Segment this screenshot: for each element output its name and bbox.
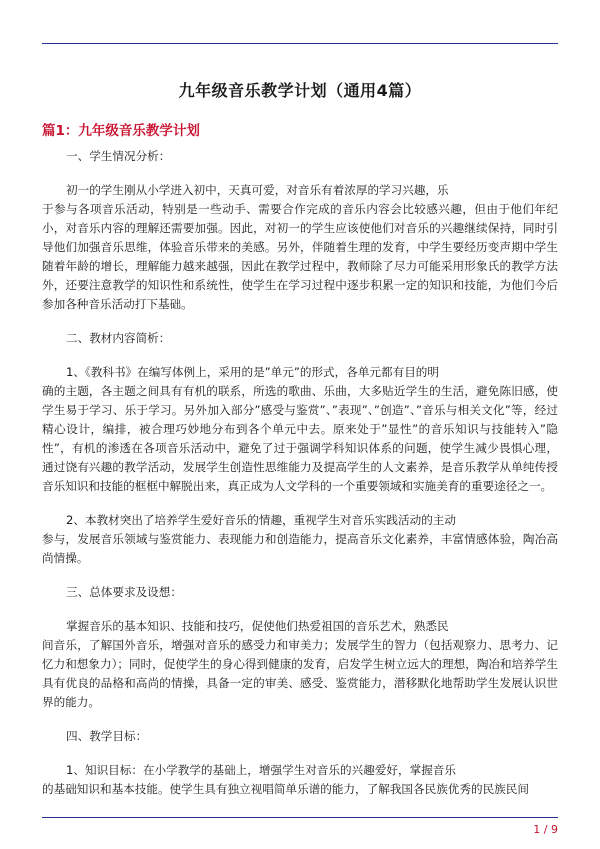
document-title: 九年级音乐教学计划（通用4篇）: [178, 81, 422, 100]
page-number: 1 / 9: [533, 823, 558, 836]
section-textbook-analysis: [42, 329, 558, 568]
section-student-analysis: [42, 147, 558, 314]
paragraph-first-line: 初一的学生刚从小学进入初中，天真可爱，对音乐有着浓厚的学习兴趣，乐: [66, 183, 449, 197]
section-heading: 一、学生情况分析：: [66, 149, 171, 163]
paragraph-rest: 于参与各项音乐活动，特别是一些动手、需要合作完成的音乐内容会比较感兴趣，但由于他们年纪小，对音乐内容的理解还需要加强。因此，对初一的学生应该使他们对音乐的兴趣继续保持，同时引导他们加强音乐思维，体验音乐带来的美感。另外，伴随着生理的发育，中学生要经历变声期中学生随着年龄的增长，理解能力越来越强，因此在教学过程中，教师除了尽力可能采用形象氏的教学方法外，还要注意教学的知识性和系统性，使学生在学习过程中逐步积累一定的知识和技能，为他们今后参加各种音乐活动打下基础。: [42, 202, 558, 311]
paragraph-first-line: 1、知识目标：在小学教学的基础上，增强学生对音乐的兴趣爱好，掌握音乐: [66, 763, 456, 777]
footer-rule: [42, 817, 558, 818]
paragraph-rest: 参与，发展音乐领域与鉴赏能力、表现能力和创造能力，提高音乐文化素养，丰富情感体验，陶冶高尚情操。: [42, 532, 558, 565]
section-heading: 二、教材内容简析：: [66, 331, 171, 345]
header-rule: [42, 43, 558, 44]
paragraph-first-line: 2、本教材突出了培养学生爱好音乐的情趣，重视学生对音乐实践活动的主动: [66, 513, 456, 527]
section-teaching-goals: [42, 727, 558, 799]
paragraph-first-line: 掌握音乐的基本知识、技能和技巧，促使他们热爱祖国的音乐艺术，熟悉民: [66, 619, 449, 633]
document-body: [42, 147, 558, 814]
paragraph-rest: 确的主题，各主题之间具有有机的联系，所选的歌曲、乐曲，大多贴近学生的生活，避免陈旧感，使学生易于学习、乐于学习。另外加入部分”感受与鉴赏”、”表现”、”创造”、”音乐与相关文化”等，经过精心设计，编排，被合理巧妙地分布到各个单元中去。原来处于”显性”的音乐知识与技能转入”隐性”，有机的渗透在各项音乐活动中，避免了过于强调学科知识体系的问题，使学生减少畏惧心理，通过饶有兴趣的教学活动，发展学生创造性思维能力及提高学生的人文素养，是音乐教学从单纯传授音乐知识和技能的框框中解脱出来，真正成为人文学科的一个重要领域和实施美育的重要途径之一。: [42, 384, 558, 493]
paragraph-first-line: 1、《教科书》在编写体例上，采用的是”单元”的形式，各单元都有目的明: [66, 365, 439, 379]
section-heading: 三、总体要求及设想：: [66, 585, 182, 599]
paragraph: [42, 617, 558, 712]
paragraph-rest: 间音乐，了解国外音乐，增强对音乐的感受力和审美力；发展学生的智力（包括观察力、思考力、记忆力和想象力）；同时，促使学生的身心得到健康的发育，启发学生树立远大的理想，陶冶和培养学生具有优良的品格和高尚的情操，具备一定的审美、感受、鉴赏能力，潜移默化地帮助学生发展认识世界的能力。: [42, 638, 558, 709]
paragraph: [42, 511, 558, 568]
paragraph: [42, 761, 558, 799]
paragraph: [42, 181, 558, 314]
paragraph: [42, 363, 558, 496]
paragraph-rest: 的基础知识和基本技能。使学生具有独立视唱简单乐谱的能力，了解我国各民族优秀的民族民间: [42, 782, 529, 796]
section-general-requirements: [42, 583, 558, 712]
section-heading: 四、教学目标：: [66, 729, 148, 743]
article-subtitle: 篇1：九年级音乐教学计划: [42, 123, 200, 139]
